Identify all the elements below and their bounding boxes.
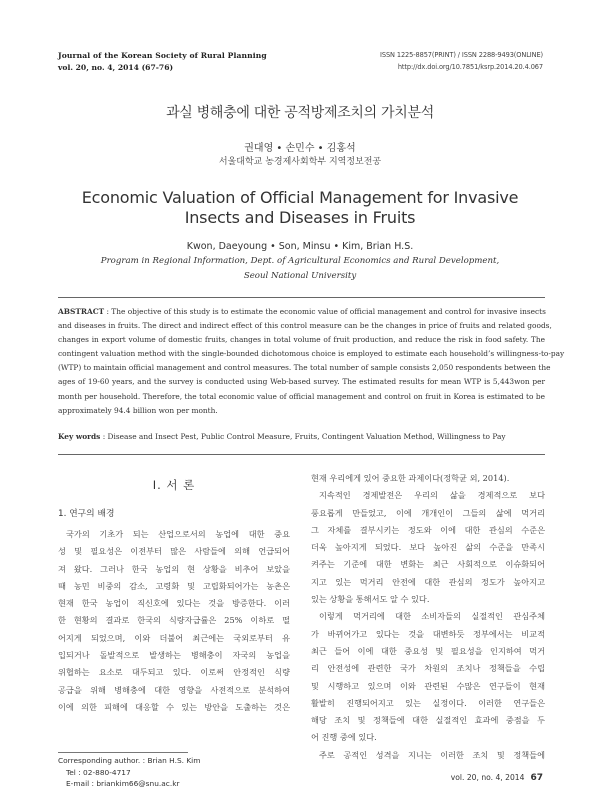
issn: ISSN 1225-8857(PRINT) / ISSN 2288-9493(ONLINE) (380, 51, 543, 59)
journal-name: Journal of the Korean Society of Rural Planning (58, 51, 267, 60)
keywords-text: : Disease and Insect Pest, Public Control Measure, Fruits, Contingent Valuation Method, Willingness to Pay (102, 432, 506, 441)
left-column (58, 526, 290, 716)
body-line: 국가의 기초가 되는 산업으로서의 농업에 대한 중요 (66, 529, 290, 539)
body-line: 지속적인 경제발전은 우리의 삶을 경제적으로 보다 (319, 490, 545, 501)
abstract-line: changes in export volume of domestic fruits, changes in total volume of fruit production, and reduce the risk in food safety. The (58, 335, 545, 345)
body-line: 위협하는 요소로 대두되고 있다. 이로써 안정적인 식량 (58, 667, 290, 678)
abstract-text: : The objective of this study is to estimate the economic value of official management and control for invasive insects (106, 307, 546, 316)
author-tel: Tel : 02-880-4717 (66, 767, 131, 777)
english-title-line1: Economic Valuation of Official Management for Invasive (81, 188, 519, 207)
author-email[interactable]: E-mail : briankim66@snu.ac.kr (66, 779, 180, 788)
abstract-line (58, 305, 545, 319)
corresponding-author: Corresponding author. : Brian H.S. Kim (58, 756, 201, 765)
footnote (58, 755, 200, 790)
body-line: 이에 의한 피해에 대응할 수 있는 방안을 도출하는 것은 (58, 701, 290, 712)
english-title-line2: Insects and Diseases in Fruits (184, 208, 416, 227)
body-line: 어지게 되었으며, 이와 더불어 최근에는 국외로부터 유 (58, 632, 290, 643)
keywords-label: Key words (58, 432, 101, 441)
body-line: 현재 우리에게 있어 중요한 과제이다(정학균 외, 2014). (311, 473, 510, 483)
body-line: 최근 들어 이에 대한 중요성 및 필요성을 인지하여 먹거 (311, 645, 545, 656)
body-line: 이렇게 먹거리에 대한 소비자들의 실절적인 관심주체 (319, 611, 545, 622)
body-line: 켜주는 기준에 대한 변화는 최근 사회적으로 이슈화되어 (311, 559, 545, 570)
keywords (58, 432, 545, 441)
body-line: 져 왔다. 그러나 한국 농업의 현 상황을 비추어 보았을 (58, 563, 290, 574)
footer-issue: vol. 20, no. 4, 2014 (450, 773, 525, 782)
body-line: 활발히 진행되어지고 있는 실정이다. 이러한 연구들은 (311, 697, 545, 708)
korean-authors: 권대영 • 손민수 • 김홍석 (244, 143, 356, 154)
body-line: 성 및 필요성은 이전부터 많은 사람들에 의해 언급되어 (58, 546, 290, 557)
body-line: 때 농민 비중의 감소, 고령화 및 고립화되어가는 농촌은 (58, 580, 290, 591)
body-line: 해당 조치 및 정책들에 대한 실절적인 효과에 중점을 두 (311, 715, 545, 726)
body-line: 지고 있는 먹거리 안전에 대한 관심의 정도가 높아지고 (311, 576, 545, 587)
body-line: 있는 상황을 통해서도 알 수 있다. (311, 594, 430, 605)
page-number: 67 (530, 773, 543, 783)
body-line: 현재 한국 농업이 직신호에 있다는 것을 방증한다. 이러 (58, 598, 290, 609)
abstract-line: approximately 94.4 billion won per month. (58, 405, 218, 415)
body-line: 한 현황의 결과로 한국의 식량자급률은 25% 이하로 떨 (58, 615, 290, 626)
korean-affiliation: 서울대학교 농경제사회학부 지역정보전공 (218, 157, 382, 167)
keywords-bottom-rule (58, 454, 545, 455)
body-line: 주로 공적인 성격을 지니는 이러한 조치 및 정책들에 (319, 749, 545, 760)
abstract (58, 305, 565, 418)
doi-link[interactable]: http://dx.doi.org/10.7851/ksrp.2014.20.4.067 (397, 63, 543, 71)
abstract-line: ages of 19-60 years, and the survey is conducted using Web-based survey. The estimated results for mean WTP is 5,443won per (58, 377, 545, 387)
english-affiliation-line2: Seoul National University (243, 271, 357, 281)
body-line: 풍요롭게 만들었고, 이에 개개인이 그들의 삶에 먹거리 (311, 507, 545, 518)
korean-title: 과실 병해충에 대한 공적방제조치의 가치분석 (166, 105, 434, 121)
section-heading: I. 서 론 (152, 478, 196, 492)
body-line: 리 안전성에 관련한 국가 차원의 조치나 정책들을 수립 (311, 663, 545, 674)
body-line: 및 시행하고 있으며 이와 관련된 수많은 연구들이 현재 (311, 680, 545, 691)
abstract-top-rule (58, 297, 545, 298)
page-footer (451, 773, 543, 783)
abstract-line: and diseases in fruits. The direct and indirect effect of this control measure can be the changes in price of fruits and related goods, (58, 321, 552, 331)
english-affiliation-line1: Program in Regional Information, Dept. of Agricultural Economics and Rural Development, (100, 256, 500, 266)
body-line: 입되거나 돌발적으로 발생하는 병해충이 자국의 농업을 (58, 650, 290, 661)
journal-volume: vol. 20, no. 4, 2014 (67-76) (58, 63, 174, 72)
subsection-heading: 1. 연구의 배경 (58, 509, 115, 519)
body-line: 공급을 위해 병해충에 대한 영향을 사전적으로 분석하여 (58, 684, 290, 695)
body-line: 그 자체를 결부시키는 정도와 이에 대한 관심의 수준은 (311, 524, 545, 535)
english-authors: Kwon, Daeyoung • Son, Minsu • Kim, Brian H.S. (186, 241, 414, 252)
body-line: 더욱 높아지게 되었다. 보다 높아진 삶의 수준을 만족시 (311, 542, 545, 553)
right-column (311, 470, 545, 764)
abstract-line: (WTP) to maintain official management and control measures. The total number of sample consists 2,050 respondents between the (58, 363, 551, 373)
abstract-line: month per household. Therefore, the total economic value of official management and control on fruit in Korea is estimated to be (58, 391, 545, 401)
body-line: 어 진행 중에 있다. (311, 732, 377, 743)
abstract-line: contingent valuation method with the single-bounded dichotomous choice is employed to estimate each household’s willingness-to-pay (58, 349, 565, 359)
abstract-label: ABSTRACT (58, 307, 105, 316)
footnote-rule (58, 752, 188, 753)
body-line: 가 바뀌어가고 있다는 것을 대변하듯 정부에서는 비교적 (311, 628, 545, 639)
